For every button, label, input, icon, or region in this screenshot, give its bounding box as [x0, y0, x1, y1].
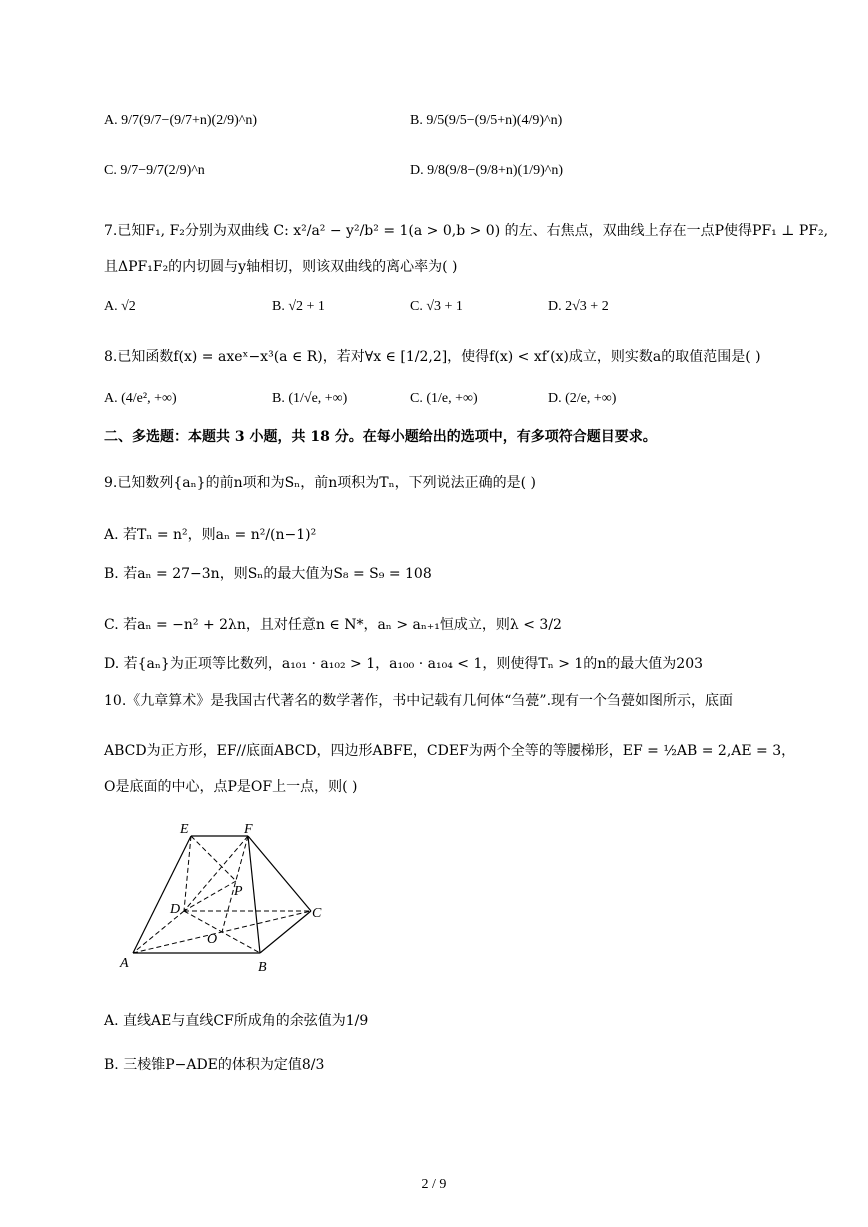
q6-option-b-text: B. 9/5(9/5−(9/5+n)(4/9)^n) [410, 113, 563, 128]
q9-option-d-text: D. 若{aₙ}为正项等比数列，a₁₀₁ · a₁₀₂ > 1，a₁₀₀ · a₁₀₄ < 1，则使得Tₙ > 1的n的最大值为203 [104, 656, 704, 672]
q8-option-c [410, 390, 478, 408]
q10-stem-line3 [104, 778, 357, 796]
label-o: O [207, 932, 218, 947]
q9-stem [104, 474, 536, 492]
edge-ea [133, 836, 191, 953]
label-c: C [312, 906, 322, 921]
q10-stem-line2 [104, 742, 795, 760]
q6-option-b [410, 112, 562, 130]
edge-fb [248, 836, 260, 953]
label-p: P [234, 884, 243, 899]
q10-option-b [104, 1056, 324, 1074]
q9-option-c [104, 616, 562, 634]
q6-option-c-text: C. 9/7−9/7(2/9)^n [104, 163, 205, 178]
q8-option-d-text: D. (2/e, +∞) [548, 391, 617, 406]
edge-ep [191, 836, 236, 881]
q9-option-a [104, 526, 316, 544]
q10-stem-line1-text: 10.《九章算术》是我国古代著名的数学著作，书中记载有几何体“刍甍”.现有一个刍甍如图所示，底面 [104, 693, 734, 709]
q10-option-b-text: B. 三棱锥P−ADE的体积为定值8/3 [104, 1057, 325, 1073]
q10-option-a [104, 1012, 368, 1030]
q6-option-a [104, 112, 257, 130]
q6-option-a-text: A. 9/7(9/7−(9/7+n)(2/9)^n) [104, 113, 258, 128]
q7-stem-line2 [104, 258, 457, 276]
q10-stem-line3-text: O是底面的中心，点P是OF上一点，则( ) [104, 779, 358, 795]
q8-option-c-text: C. (1/e, +∞) [410, 391, 478, 406]
q7-stem-line2-text: 且ΔPF₁F₂的内切圆与y轴相切，则该双曲线的离心率为( ) [104, 259, 458, 275]
q7-option-a [104, 298, 136, 316]
q7-stem-line1 [104, 222, 828, 240]
q7-option-c-text: C. √3 + 1 [410, 299, 463, 314]
q9-option-a-text: A. 若Tₙ = n²，则aₙ = n²/(n−1)² [104, 527, 317, 543]
page-number: 2 / 9 [421, 1177, 447, 1192]
q8-option-d [548, 390, 616, 408]
edge-fc [248, 836, 311, 911]
q7-option-d [548, 298, 609, 316]
section-heading-multiple-choice [104, 428, 657, 446]
label-b: B [258, 960, 267, 975]
q7-option-b-text: B. √2 + 1 [272, 299, 325, 314]
q7-option-d-text: D. 2√3 + 2 [548, 299, 609, 314]
q6-option-c [104, 162, 205, 180]
section-heading-text: 二、多选题：本题共 3 小题，共 18 分。在每小题给出的选项中，有多项符合题目要求。 [104, 429, 657, 445]
q6-option-d-text: D. 9/8(9/8−(9/8+n)(1/9)^n) [410, 163, 564, 178]
q9-stem-text: 9.已知数列{aₙ}的前n项和为Sₙ，前n项积为Tₙ，下列说法正确的是( ) [104, 475, 537, 491]
q7-option-b [272, 298, 325, 316]
q8-stem-text: 8.已知函数f(x) = axeˣ−x³(a ∈ R)，若对∀x ∈ [1/2,2]，使得f(x) < xf′(x)成立，则实数a的取值范围是( ) [104, 349, 761, 365]
label-f: F [244, 822, 253, 837]
q9-option-d [104, 655, 703, 673]
q8-option-a-text: A. (4/e², +∞) [104, 391, 177, 406]
label-a: A [120, 956, 129, 971]
q8-option-b-text: B. (1/√e, +∞) [272, 391, 348, 406]
q8-option-a [104, 390, 177, 408]
label-d: D [170, 902, 181, 917]
q10-stem-line2-text: ABCD为正方形，EF//底面ABCD，四边形ABFE，CDEF为两个全等的等腰梯形，EF = ½AB = 2,AE = 3， [104, 743, 796, 759]
q7-option-c [410, 298, 463, 316]
chumeng-solid-figure [112, 815, 342, 975]
q8-stem [104, 348, 761, 366]
label-e: E [180, 822, 189, 837]
q8-option-b [272, 390, 347, 408]
q7-stem-line1-text: 7.已知F₁, F₂分别为双曲线 C: x²/a² − y²/b² = 1(a > 0,b > 0) 的左、右焦点，双曲线上存在一点P使得PF₁ ⊥ PF₂, [104, 223, 829, 239]
q9-option-c-text: C. 若aₙ = −n² + 2λn，且对任意n ∈ N*，aₙ > aₙ₊₁恒成立，则λ < 3/2 [104, 617, 562, 633]
q10-stem-line1 [104, 692, 733, 710]
edge-fd [184, 836, 248, 911]
q6-option-d [410, 162, 563, 180]
q9-option-b [104, 565, 432, 583]
q7-option-a-text: A. √2 [104, 299, 136, 314]
q10-option-a-text: A. 直线AE与直线CF所成角的余弦值为1/9 [104, 1013, 369, 1029]
q9-option-b-text: B. 若aₙ = 27−3n，则Sₙ的最大值为S₈ = S₉ = 108 [104, 566, 432, 582]
edge-pd [184, 881, 236, 911]
